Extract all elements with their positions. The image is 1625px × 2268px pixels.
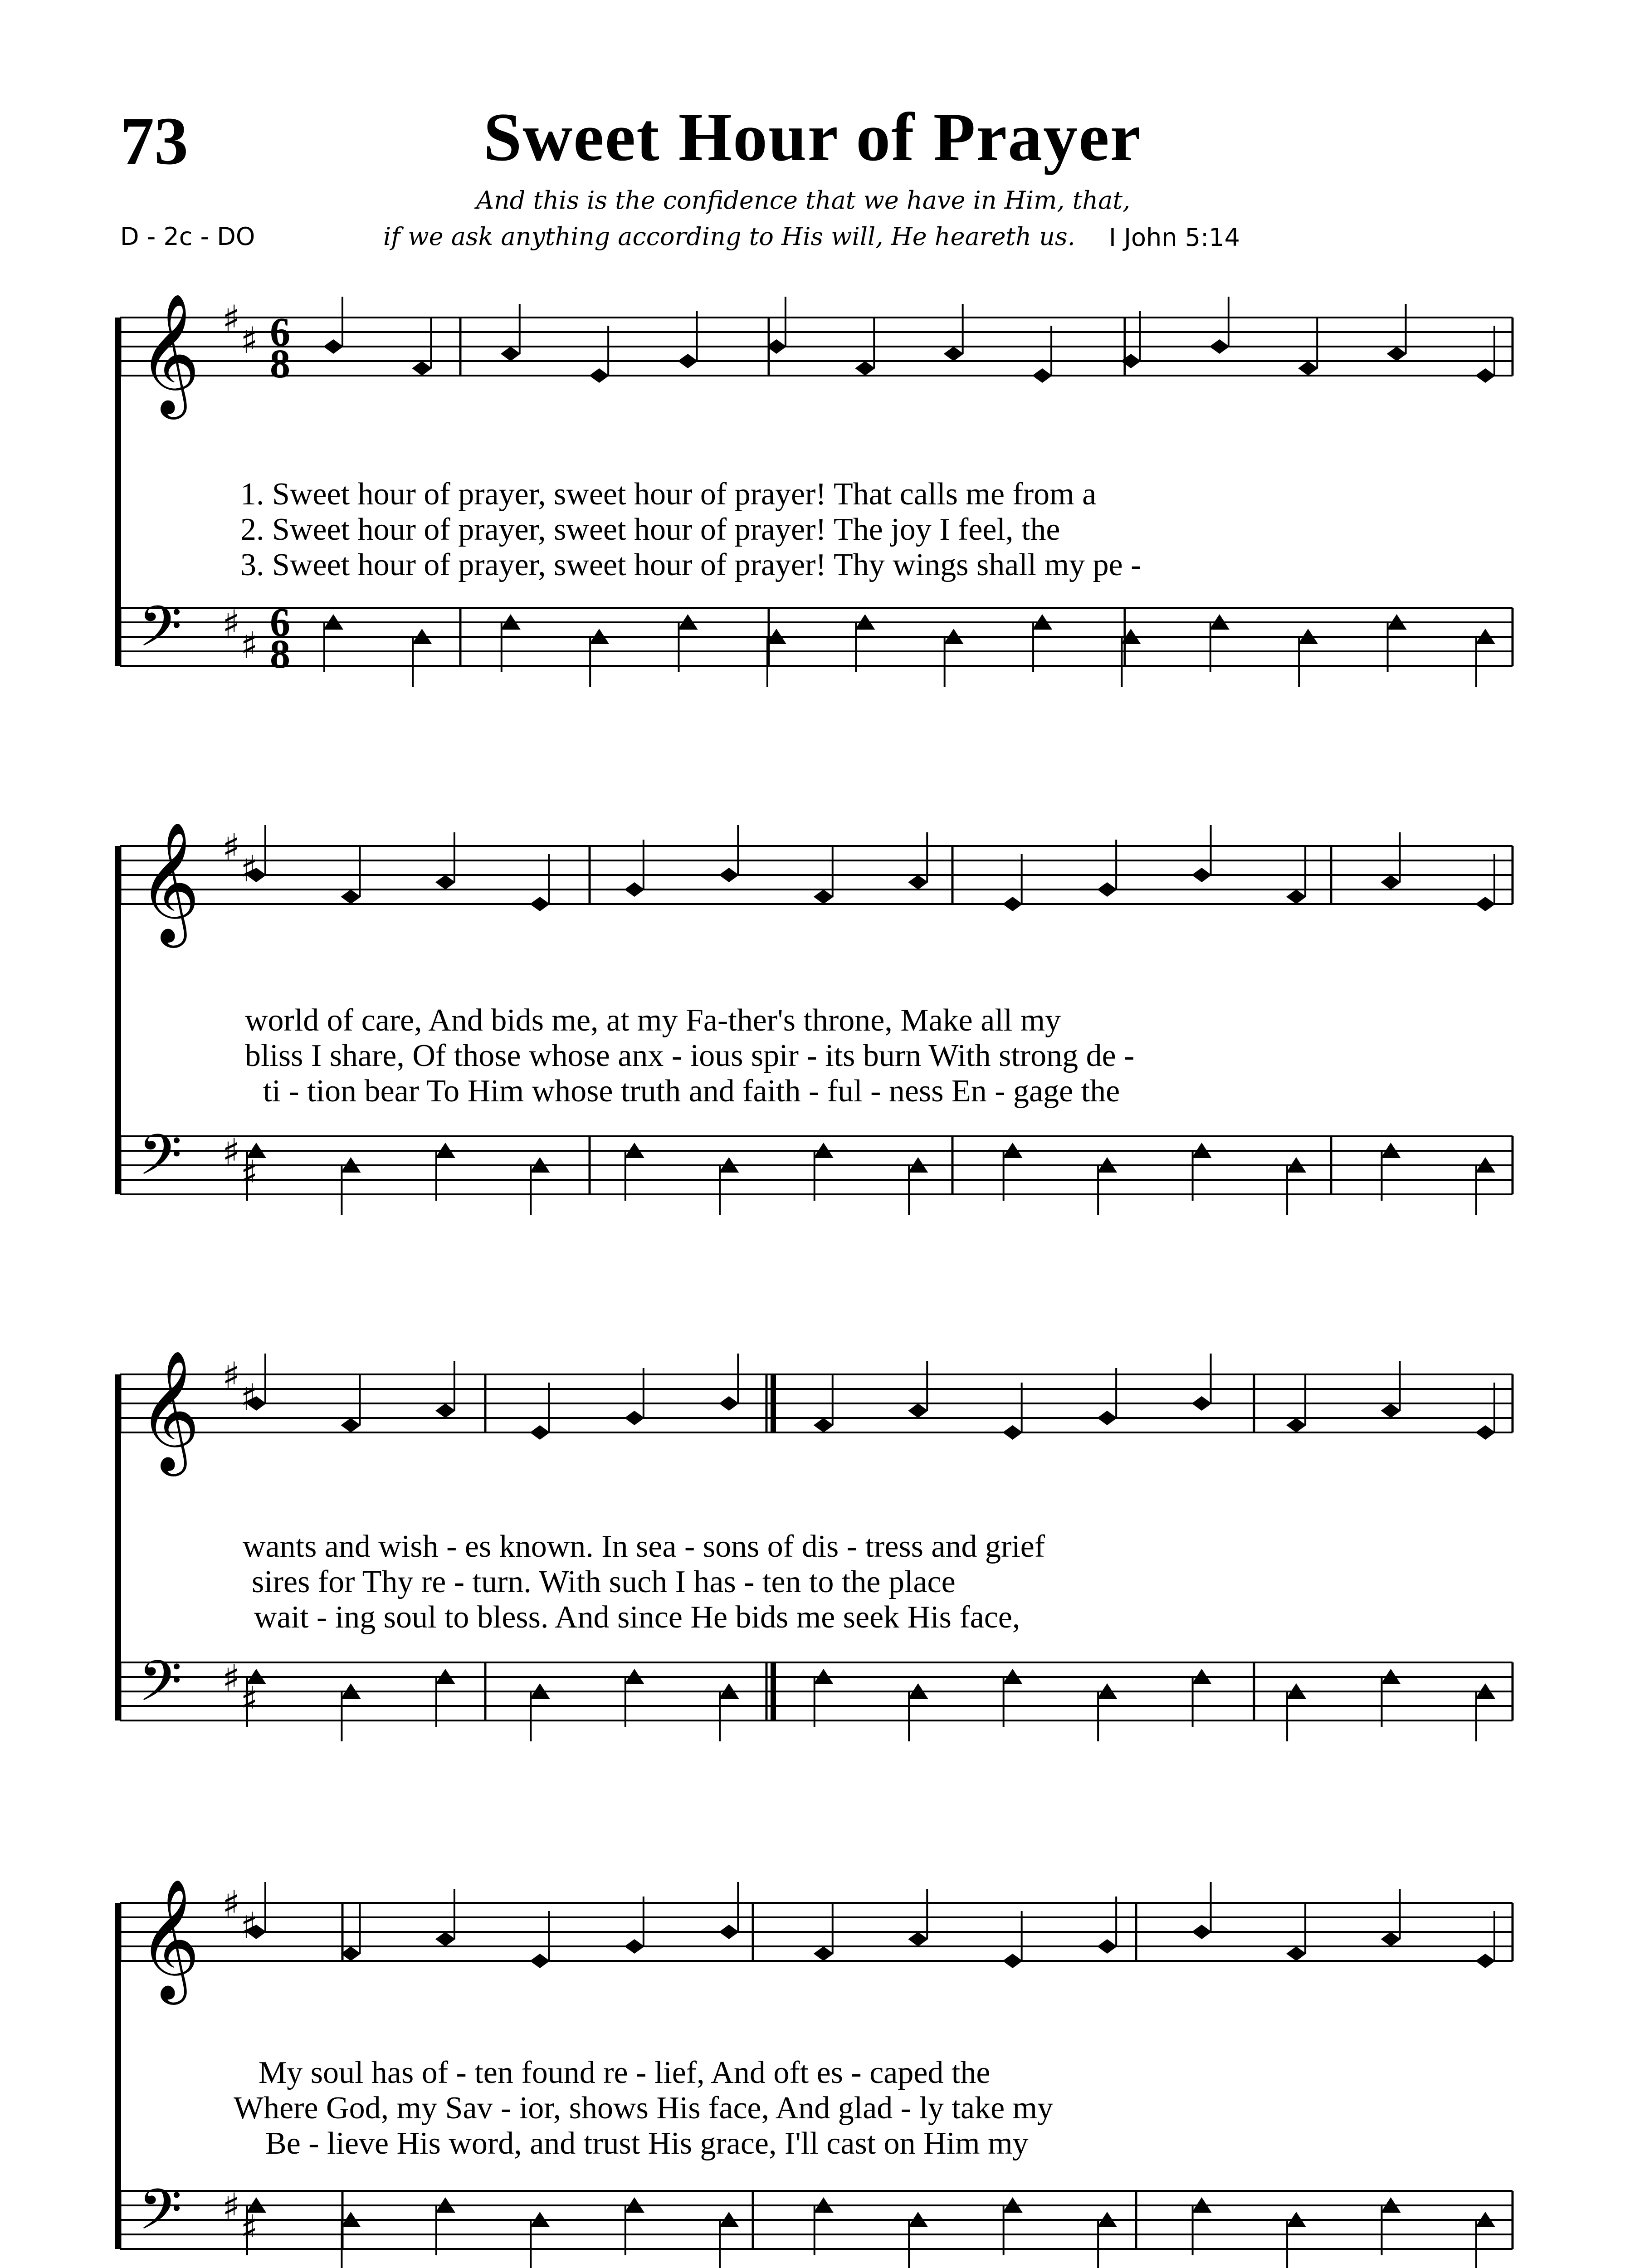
svg-text:𝄢: 𝄢	[138, 594, 182, 673]
lyric-system3-verse2: sires for Thy re - turn. With such I has - ten to the place	[252, 1564, 956, 1599]
scripture-verse-line-1: And this is the confidence that we have in Him, that,	[476, 186, 1131, 215]
svg-text:𝄞: 𝄞	[138, 1878, 200, 1999]
svg-text:♯: ♯	[222, 826, 240, 868]
svg-text:𝄞: 𝄞	[138, 821, 200, 943]
key-info: D - 2c - DO	[120, 222, 255, 251]
svg-text:𝄞: 𝄞	[138, 1350, 200, 1471]
svg-text:♯: ♯	[222, 1657, 240, 1699]
svg-text:♯: ♯	[240, 1679, 258, 1721]
svg-text:♯: ♯	[222, 298, 240, 340]
lyric-system4-verse3: Be - lieve His word, and trust His grace, I'll cast on Him my	[265, 2126, 1029, 2161]
note-heads	[246, 297, 1495, 2268]
svg-text:𝄞: 𝄞	[138, 293, 200, 414]
svg-text:𝄢: 𝄢	[138, 1123, 182, 1202]
svg-text:♯: ♯	[240, 624, 258, 666]
svg-text:𝄢: 𝄢	[138, 2177, 182, 2256]
lyric-system2-verse1: world of care, And bids me, at my Fa-ther's throne, Make all my	[245, 1003, 1061, 1038]
scripture-reference: I John 5:14	[1109, 223, 1240, 252]
hymn-title: Sweet Hour of Prayer	[483, 99, 1142, 175]
lyric-system2-verse3: ti - tion bear To Him whose truth and faith - ful - ness En - gage the	[263, 1074, 1120, 1109]
svg-text:♯: ♯	[240, 319, 258, 362]
scripture-verse-line-2: if we ask anything according to His will, He heareth us.	[383, 222, 1075, 251]
lyric-system4-verse1: My soul has of - ten found re - lief, And oft es - caped the	[259, 2055, 991, 2090]
svg-text:♯: ♯	[240, 848, 258, 890]
svg-text:♯: ♯	[222, 1131, 240, 1173]
svg-text:♯: ♯	[222, 1354, 240, 1397]
lyric-system1-verse1: 1. Sweet hour of prayer, sweet hour of prayer! That calls me from a	[240, 477, 1097, 512]
time-signature-bottom: 8	[270, 342, 290, 386]
lyric-system3-verse3: wait - ing soul to bless. And since He bids me seek His face,	[254, 1600, 1020, 1635]
svg-text:♯: ♯	[222, 2185, 240, 2228]
time-signature-bottom: 8	[270, 632, 290, 677]
time-signature-top: 6	[270, 600, 290, 645]
svg-text:♯: ♯	[240, 1153, 258, 1195]
lyric-system1-verse3: 3. Sweet hour of prayer, sweet hour of prayer! Thy wings shall my pe -	[240, 547, 1142, 582]
svg-text:♯: ♯	[240, 2207, 258, 2249]
svg-text:♯: ♯	[222, 1883, 240, 1925]
lyric-system1-verse2: 2. Sweet hour of prayer, sweet hour of prayer! The joy I feel, the	[240, 512, 1060, 547]
svg-text:♯: ♯	[222, 602, 240, 645]
time-signature-top: 6	[270, 310, 290, 355]
svg-text:♯: ♯	[240, 1376, 258, 1418]
svg-text:𝄢: 𝄢	[138, 1649, 182, 1728]
staff-lines	[118, 318, 1513, 2249]
lyric-system2-verse2: bliss I share, Of those whose anx - ious spir - its burn With strong de -	[245, 1038, 1135, 1073]
lyric-system3-verse1: wants and wish - es known. In sea - sons of dis - tress and grief	[243, 1529, 1045, 1564]
lyric-system4-verse2: Where God, my Sav - ior, shows His face, And glad - ly take my	[234, 2091, 1054, 2126]
hymn-number: 73	[120, 103, 188, 179]
svg-text:♯: ♯	[240, 1905, 258, 1947]
